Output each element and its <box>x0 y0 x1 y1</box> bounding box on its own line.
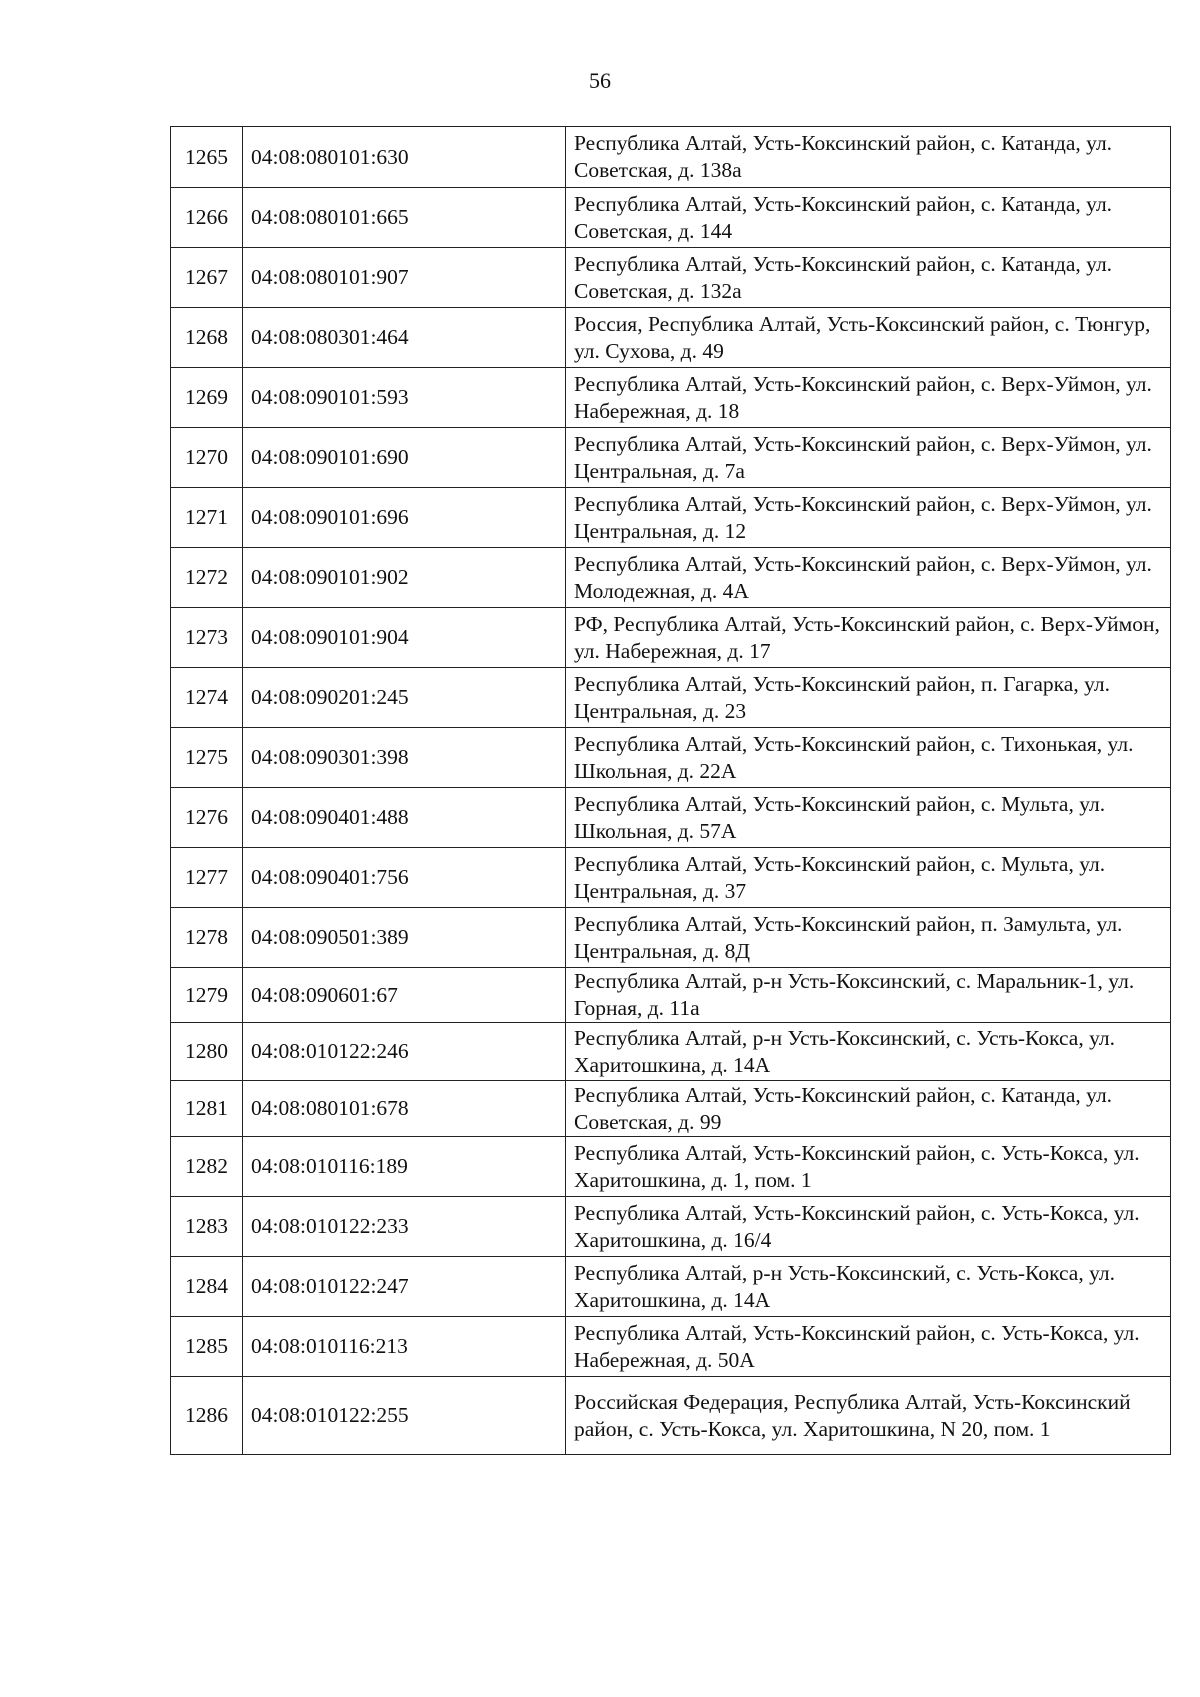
row-number-cell: 1281 <box>171 1081 243 1137</box>
cadastral-number-cell: 04:08:080101:630 <box>243 127 566 188</box>
table-row <box>171 1197 1171 1257</box>
cadastral-number-cell: 04:08:090501:389 <box>243 908 566 968</box>
table-row <box>171 728 1171 788</box>
row-number-cell: 1274 <box>171 668 243 728</box>
cadastral-number-cell: 04:08:010116:213 <box>243 1317 566 1377</box>
cadastral-number-cell: 04:08:010122:233 <box>243 1197 566 1257</box>
cadastral-number-cell: 04:08:090101:904 <box>243 608 566 668</box>
row-number-cell: 1280 <box>171 1023 243 1081</box>
address-cell: Российская Федерация, Республика Алтай, Усть-Коксинский район, с. Усть-Кокса, ул. Харитошкина, N 20, пом. 1 <box>566 1377 1171 1455</box>
cadastral-number-cell: 04:08:090101:696 <box>243 488 566 548</box>
address-cell: Республика Алтай, Усть-Коксинский район, с. Верх-Уймон, ул. Молодежная, д. 4А <box>566 548 1171 608</box>
row-number-cell: 1283 <box>171 1197 243 1257</box>
address-cell: Республика Алтай, Усть-Коксинский район, с. Катанда, ул. Советская, д. 144 <box>566 188 1171 248</box>
row-number-cell: 1286 <box>171 1377 243 1455</box>
table-row <box>171 968 1171 1023</box>
table-row <box>171 248 1171 308</box>
page-number: 56 <box>589 68 611 93</box>
row-number-cell: 1266 <box>171 188 243 248</box>
address-cell: Республика Алтай, Усть-Коксинский район, с. Катанда, ул. Советская, д. 138а <box>566 127 1171 188</box>
cadastral-number-cell: 04:08:090101:902 <box>243 548 566 608</box>
address-cell: Республика Алтай, Усть-Коксинский район, с. Верх-Уймон, ул. Центральная, д. 12 <box>566 488 1171 548</box>
cadastral-number-cell: 04:08:010116:189 <box>243 1137 566 1197</box>
row-number-cell: 1282 <box>171 1137 243 1197</box>
property-registry-table <box>170 126 1171 1455</box>
address-cell: Республика Алтай, Усть-Коксинский район, с. Верх-Уймон, ул. Набережная, д. 18 <box>566 368 1171 428</box>
row-number-cell: 1265 <box>171 127 243 188</box>
table-row <box>171 1377 1171 1455</box>
row-number-cell: 1267 <box>171 248 243 308</box>
table-body <box>171 127 1171 1455</box>
address-cell: Республика Алтай, Усть-Коксинский район, с. Верх-Уймон, ул. Центральная, д. 7а <box>566 428 1171 488</box>
cadastral-number-cell: 04:08:090101:593 <box>243 368 566 428</box>
table-row <box>171 188 1171 248</box>
cadastral-number-cell: 04:08:090601:67 <box>243 968 566 1023</box>
table-row <box>171 1081 1171 1137</box>
cadastral-number-cell: 04:08:090401:488 <box>243 788 566 848</box>
address-cell: Россия, Республика Алтай, Усть-Коксинский район, с. Тюнгур, ул. Сухова, д. 49 <box>566 308 1171 368</box>
address-cell: Республика Алтай, Усть-Коксинский район, с. Усть-Кокса, ул. Харитошкина, д. 1, пом. 1 <box>566 1137 1171 1197</box>
table-row <box>171 848 1171 908</box>
table-row <box>171 1023 1171 1081</box>
row-number-cell: 1276 <box>171 788 243 848</box>
table-row <box>171 1257 1171 1317</box>
table-row <box>171 127 1171 188</box>
table-row <box>171 908 1171 968</box>
cadastral-number-cell: 04:08:080301:464 <box>243 308 566 368</box>
address-cell: Республика Алтай, Усть-Коксинский район, с. Усть-Кокса, ул. Харитошкина, д. 16/4 <box>566 1197 1171 1257</box>
table-row <box>171 428 1171 488</box>
address-cell: Республика Алтай, р-н Усть-Коксинский, с. Маральник-1, ул. Горная, д. 11а <box>566 968 1171 1023</box>
row-number-cell: 1268 <box>171 308 243 368</box>
cadastral-number-cell: 04:08:090201:245 <box>243 668 566 728</box>
row-number-cell: 1279 <box>171 968 243 1023</box>
address-cell: Республика Алтай, р-н Усть-Коксинский, с. Усть-Кокса, ул. Харитошкина, д. 14А <box>566 1023 1171 1081</box>
cadastral-number-cell: 04:08:080101:907 <box>243 248 566 308</box>
table-row <box>171 488 1171 548</box>
row-number-cell: 1271 <box>171 488 243 548</box>
cadastral-number-cell: 04:08:090301:398 <box>243 728 566 788</box>
cadastral-number-cell: 04:08:010122:247 <box>243 1257 566 1317</box>
address-cell: Республика Алтай, Усть-Коксинский район, п. Замульта, ул. Центральная, д. 8Д <box>566 908 1171 968</box>
table-row <box>171 608 1171 668</box>
cadastral-number-cell: 04:08:010122:246 <box>243 1023 566 1081</box>
table-row <box>171 548 1171 608</box>
row-number-cell: 1285 <box>171 1317 243 1377</box>
table-row <box>171 308 1171 368</box>
address-cell: Республика Алтай, Усть-Коксинский район, с. Катанда, ул. Советская, д. 99 <box>566 1081 1171 1137</box>
row-number-cell: 1273 <box>171 608 243 668</box>
cadastral-number-cell: 04:08:080101:665 <box>243 188 566 248</box>
row-number-cell: 1269 <box>171 368 243 428</box>
address-cell: РФ, Республика Алтай, Усть-Коксинский район, с. Верх-Уймон, ул. Набережная, д. 17 <box>566 608 1171 668</box>
table-row <box>171 668 1171 728</box>
address-cell: Республика Алтай, р-н Усть-Коксинский, с. Усть-Кокса, ул. Харитошкина, д. 14А <box>566 1257 1171 1317</box>
cadastral-number-cell: 04:08:010122:255 <box>243 1377 566 1455</box>
address-cell: Республика Алтай, Усть-Коксинский район, с. Тихонькая, ул. Школьная, д. 22А <box>566 728 1171 788</box>
address-cell: Республика Алтай, Усть-Коксинский район, с. Мульта, ул. Центральная, д. 37 <box>566 848 1171 908</box>
address-cell: Республика Алтай, Усть-Коксинский район, с. Мульта, ул. Школьная, д. 57А <box>566 788 1171 848</box>
row-number-cell: 1284 <box>171 1257 243 1317</box>
address-cell: Республика Алтай, Усть-Коксинский район, с. Катанда, ул. Советская, д. 132а <box>566 248 1171 308</box>
row-number-cell: 1275 <box>171 728 243 788</box>
row-number-cell: 1272 <box>171 548 243 608</box>
cadastral-number-cell: 04:08:090101:690 <box>243 428 566 488</box>
table-row <box>171 788 1171 848</box>
address-cell: Республика Алтай, Усть-Коксинский район, п. Гагарка, ул. Центральная, д. 23 <box>566 668 1171 728</box>
table-row <box>171 1317 1171 1377</box>
address-cell: Республика Алтай, Усть-Коксинский район, с. Усть-Кокса, ул. Набережная, д. 50А <box>566 1317 1171 1377</box>
cadastral-number-cell: 04:08:080101:678 <box>243 1081 566 1137</box>
row-number-cell: 1270 <box>171 428 243 488</box>
table-row <box>171 368 1171 428</box>
table-row <box>171 1137 1171 1197</box>
row-number-cell: 1278 <box>171 908 243 968</box>
cadastral-number-cell: 04:08:090401:756 <box>243 848 566 908</box>
row-number-cell: 1277 <box>171 848 243 908</box>
